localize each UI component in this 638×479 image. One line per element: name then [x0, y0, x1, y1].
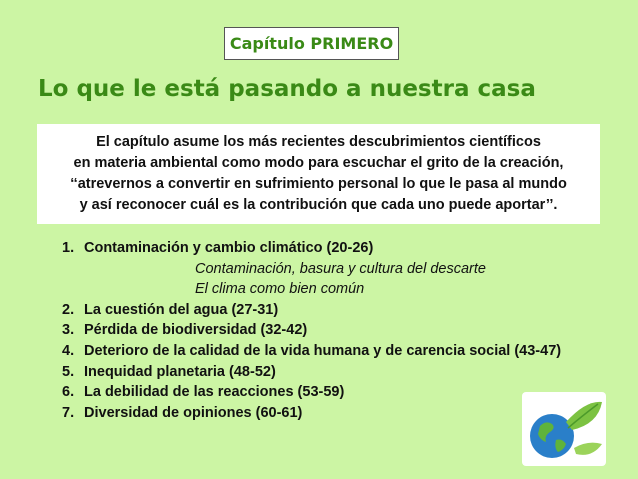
topic-item — [62, 300, 622, 321]
topic-text: La debilidad de las reacciones (53-59) — [84, 384, 345, 401]
topic-number: 1. — [62, 240, 75, 256]
topic-item — [62, 341, 622, 362]
summary-line: ‘‘atrevernos a convertir en sufrimiento personal lo que le pasa al mundo — [70, 176, 567, 192]
topic-item — [62, 238, 622, 259]
page-title: Lo que le está pasando a nuestra casa — [38, 76, 536, 102]
topic-number: 5. — [62, 363, 75, 380]
topic-text: Diversidad de opiniones (60-61) — [84, 404, 303, 421]
subtopic-item: Contaminación, basura y cultura del descarte — [195, 260, 486, 277]
topic-text: Inequidad planetaria (48-52) — [84, 363, 276, 380]
summary-line: y así reconocer cuál es la contribución que cada uno puede aportar’’. — [79, 197, 558, 213]
topic-number: 6. — [62, 384, 75, 401]
chapter-label: Capítulo PRIMERO — [224, 27, 399, 60]
topic-number: 2. — [62, 301, 75, 318]
topic-text: La cuestión del agua (27-31) — [84, 301, 279, 318]
summary-box — [37, 124, 600, 224]
topic-text: Deterioro de la calidad de la vida humana y de carencia social (43-47) — [84, 342, 562, 359]
topic-number: 4. — [62, 342, 75, 359]
summary-line: en materia ambiental como modo para escuchar el grito de la creación, — [73, 155, 564, 171]
topic-number: 7. — [62, 404, 75, 421]
topic-text: Pérdida de biodiversidad (32-42) — [84, 322, 308, 339]
globe-leaf-icon — [522, 392, 606, 466]
topic-number: 3. — [62, 322, 75, 339]
topic-text: Contaminación y cambio climático (20-26) — [84, 240, 374, 256]
topic-item — [62, 320, 622, 341]
topic-item — [62, 362, 622, 383]
subtopic-item: El clima como bien común — [195, 281, 365, 298]
summary-line: El capítulo asume los más recientes descubrimientos científicos — [96, 134, 541, 150]
